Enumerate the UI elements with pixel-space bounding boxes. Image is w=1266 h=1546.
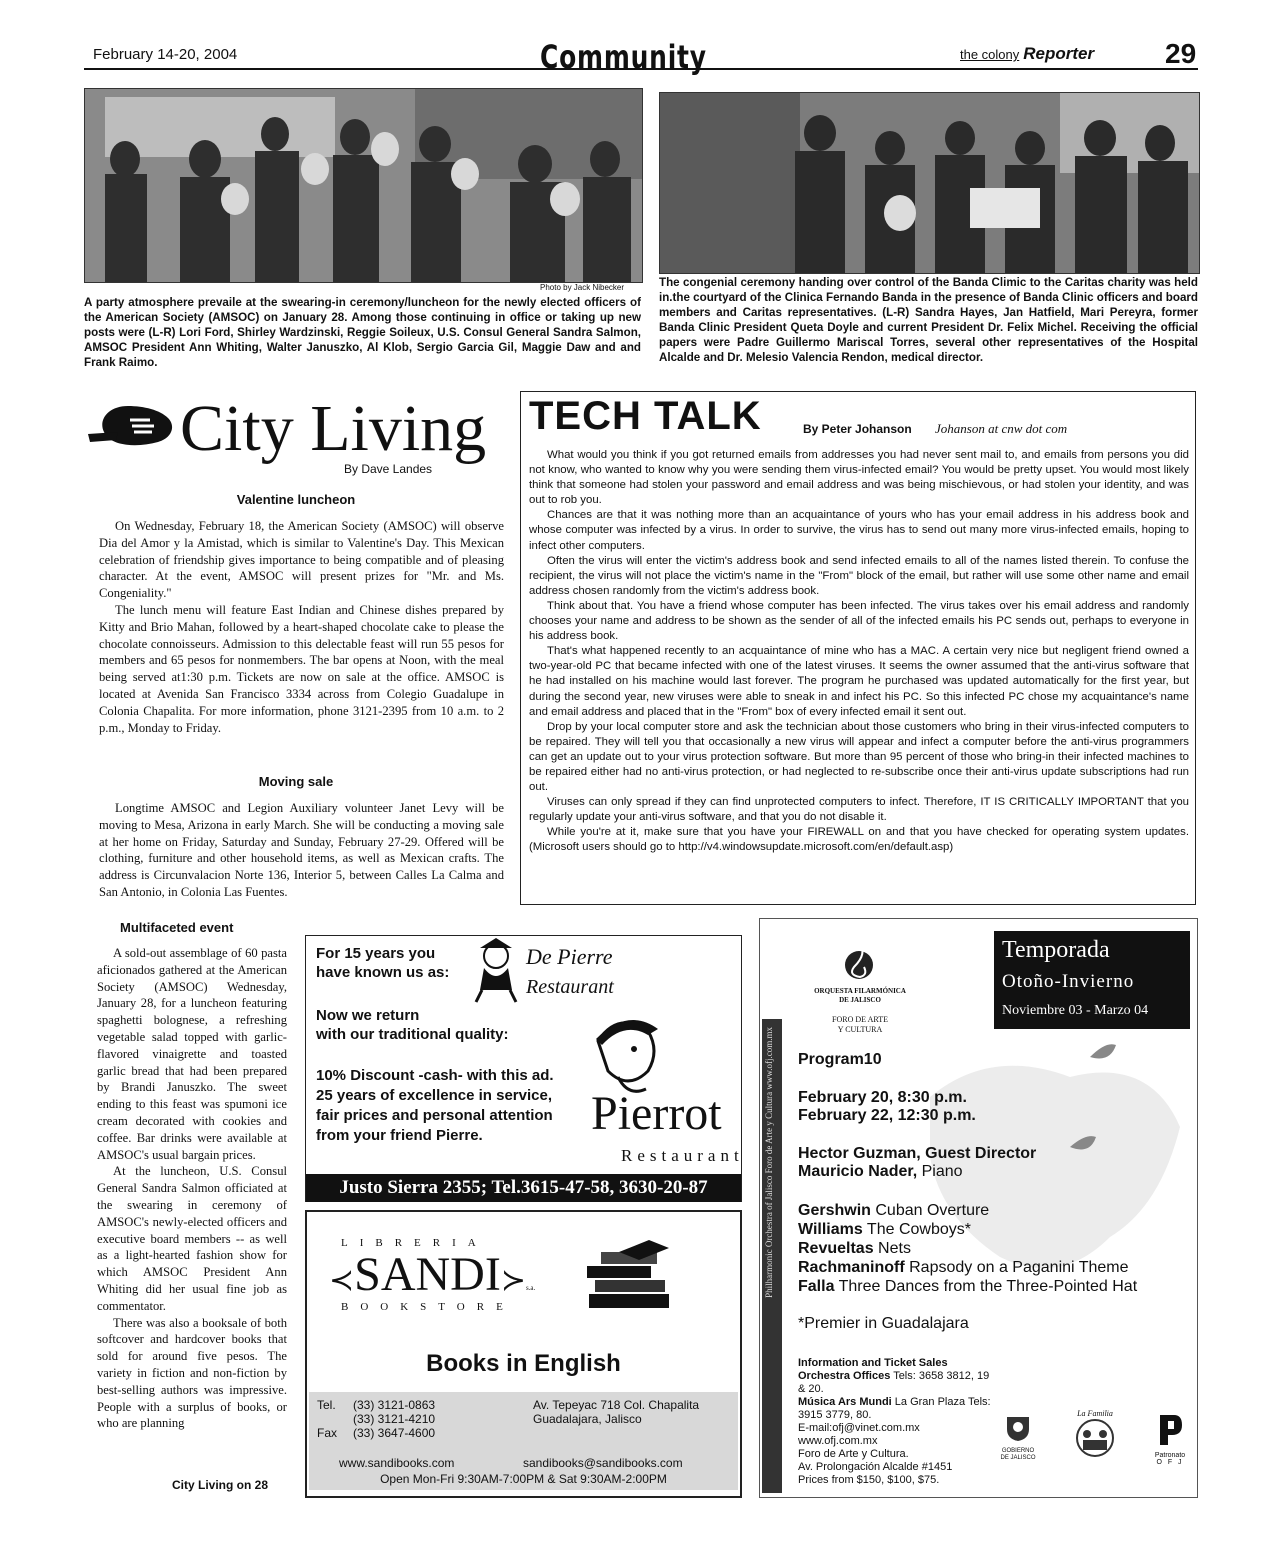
- la-familia-text: La Familia: [1077, 1409, 1113, 1418]
- valentine-paragraph: On Wednesday, February 18, the American Society (AMSOC) will observe Dia del Amor y la Amistad, which is similar to Valentine's Day. This Mexican celebration of friendship gives importance to being compatible and of pleasing character. At the event, AMSOC will present prizes for "Mr. and Ms. Congeniality.": [99, 519, 504, 601]
- sandi-email[interactable]: sandibooks@sandibooks.com: [523, 1456, 683, 1470]
- multifaceted-paragraph: There was also a booksale of both softcover and hardcover books that sold for around five pesos. The variety in fiction and non-fiction by best-selling authors was impressive. People with a surplus of books, or who are planning: [97, 1315, 287, 1431]
- book-stack-icon: [579, 1240, 679, 1318]
- season-banner: [994, 931, 1190, 1029]
- ticket-info-line: [798, 1370, 998, 1396]
- amsoc-photo-caption: A party atmosphere prevaile at the swearing-in ceremony/luncheon for the newly elected officers of the American Society (AMSOC) on January 28. Among those continuing in office or taking up new posts were (L-R) Lori Ford, Shirley Wardzinski, Reggie Soileux, U.S. Consul General Sandra Salmon, AMSOC President Ann Whiting, Walter Januszko, Al Klob, Sergio Garcia Gil, Maggie Daw and and Frank Raimo.: [84, 296, 641, 369]
- ticket-email[interactable]: E-mail:ofj@vinet.com.mx: [798, 1422, 920, 1434]
- piece: Cuban Overture: [875, 1202, 990, 1219]
- multifaceted-paragraph: A sold-out assemblage of 60 pasta aficionados gathered at the American Society (AMSOC) Wednesday, January 28, for a luncheon featuring spaghetti bolognese, a refreshing vegetable salad topped with garlic-flavored vinaigrette and toasted garlic bread that had been prepared by Brandi Januszko. The sweet ending to this feast was spumoni ice cream decorated with cookies and coffee. Bar drinks were available at AMSOC's usual bargain prices.: [97, 946, 287, 1162]
- pierrot-logo: Pierrot: [591, 1087, 722, 1140]
- program-work: [798, 1258, 1137, 1277]
- tech-paragraph: Drop by your local computer store and ask the technician about those customers who bring in their virus-infected computers to be repaired. They will tell you that occasionally a new virus will appear and infect a computer before the anti-virus programmers can get an update out to your virus protection software. But more than 95 percent of those who bring-in their infected machines to be repaired either had no anti-virus protection, or had neglected to re-subscribe once their anti-virus update subscriptions had run out.: [529, 720, 1189, 794]
- gobierno-line: DE JALISCO: [1000, 1455, 1036, 1461]
- moving-sale-headline: Moving sale: [258, 774, 334, 789]
- concert-date: February 20, 8:30 p.m.: [798, 1089, 967, 1106]
- sandi-website[interactable]: www.sandibooks.com: [339, 1456, 455, 1470]
- sandi-left-chevron: ≺: [329, 1264, 355, 1297]
- sandi-libreria: LIBRERIA: [341, 1237, 488, 1249]
- program-works: [798, 1201, 1137, 1296]
- photo-credit: Photo by Jack Nibecker: [540, 283, 625, 292]
- ticket-info: [798, 1357, 998, 1487]
- tech-talk-byline: By Peter Johanson: [803, 422, 912, 436]
- patronato-text: Patronato: [1154, 1452, 1186, 1459]
- program-work: [798, 1201, 1137, 1220]
- la-familia-logo: [1060, 1409, 1130, 1463]
- concert-date: February 22, 12:30 p.m.: [798, 1107, 976, 1124]
- composer: Gershwin: [798, 1202, 871, 1219]
- fax-number: (33) 3647-4600: [353, 1426, 436, 1440]
- de-pierre-logo: De Pierre: [526, 944, 613, 969]
- ad-offer-line: fair prices and personal attention: [316, 1107, 553, 1124]
- ticket-phones: La Gran Plaza Tels: 3915 3779, 80.: [798, 1396, 991, 1421]
- moving-sale-paragraph: Longtime AMSOC and Legion Auxiliary volunteer Janet Levy will be moving to Mesa, Arizona in early March. She will be conducting a moving sale at her home on Friday, Saturday and Sunday, February 27-29. Offered will be clothing, furniture and other household items, as well as Mexican crafts. The address is Circunvalacion Norte 136, Interior 5, between Calles La Calma and San Antonio, in Colonia Las Fuentes.: [99, 801, 504, 899]
- composer: Williams: [798, 1221, 863, 1238]
- moving-sale-article: [99, 800, 504, 901]
- pierrot-address-bar: Justo Sierra 2355; Tel.3615-47-58, 3630-20-87: [306, 1174, 741, 1202]
- foro-name-line: Y CULTURA: [837, 1025, 883, 1034]
- sandi-tagline: Books in English: [426, 1350, 621, 1377]
- ad-return-line: with our traditional quality:: [316, 1026, 509, 1043]
- sideband-text: Philharmonic Orchestra of Jalisco Foro de Arte y Cultura www.ofj.com.mx: [764, 1027, 774, 1298]
- piece: Nets: [878, 1240, 911, 1257]
- sandi-city: Guadalajara, Jalisco: [533, 1412, 642, 1426]
- ad-intro-line: For 15 years you: [316, 945, 436, 962]
- tech-talk-article: [529, 448, 1189, 856]
- gobierno-logo: [998, 1413, 1038, 1462]
- ticket-website[interactable]: www.ofj.com.mx: [798, 1435, 878, 1447]
- brand-prefix: the colony: [960, 47, 1020, 62]
- program-work: [798, 1220, 1137, 1239]
- sandi-right-chevron: ≻: [500, 1264, 526, 1297]
- valentine-headline: Valentine luncheon: [236, 492, 356, 507]
- piece: Three Dances from the Three-Pointed Hat: [838, 1278, 1138, 1295]
- issue-date: February 14-20, 2004: [93, 46, 238, 63]
- tech-paragraph: Viruses can only spread if they can find unprotected computers to infect. Therefore, IT IS CRITICALLY IMPORTANT that you regularly update your anti-virus software, and that you do not disable it.: [529, 796, 1189, 824]
- tech-paragraph: Think about that. You have a friend whose computer has been infected. The virus takes over his email address and randomly chooses your name and address to be shown as the sender of all of the infected emails his PC sends out, perhaps to everyone in his address book.: [529, 599, 1189, 643]
- venue-name: Foro de Arte y Cultura.: [798, 1448, 909, 1460]
- sandi-hours: Open Mon-Fri 9:30AM-7:00PM & Sat 9:30AM-2:00PM: [380, 1472, 667, 1486]
- tech-paragraph: That's what happened recently to an acquaintance of mine who has a MAC. A certain very nice but negligent friend owned a two-year-old PC that became infected with one of the latest viruses. It seems the owner assumed that the anti-virus software that he had installed on his machine would last forever. The program he purchased was updated automatically for the first year, but during the second year, new viruses were able to sneak in and infect his PC. So this infected PC chose my acquaintance's name and email address and placed that in the "From" box of every infected email it sent out.: [529, 645, 1189, 718]
- amsoc-group-photo: [84, 88, 643, 283]
- guest-director: Hector Guzman, Guest Director: [798, 1145, 1037, 1162]
- program-number: Program10: [798, 1051, 882, 1068]
- venue-address: Av. Prolongación Alcalde #1451: [798, 1461, 953, 1473]
- sandi-name: SANDI: [354, 1248, 501, 1301]
- ticket-info-line: [798, 1396, 998, 1422]
- multifaceted-paragraph: At the luncheon, U.S. Consul General Sandra Salmon officiated at the swearing in ceremony of AMSOC's newly-elected officers and executive board members -- as well as a light-hearted fashion show for which AMSOC President Ann Whiting did her usual fine job as commentator.: [97, 1164, 287, 1313]
- sandi-bookstore-ad: [305, 1210, 742, 1498]
- pierrot-logo-sub: Restaurant: [621, 1146, 744, 1165]
- ticket-phones: Tels: 3658 3812, 19 & 20.: [798, 1370, 990, 1395]
- ad-offer-line: from your friend Pierre.: [316, 1127, 483, 1144]
- ticket-prices: Prices from $150, $100, $75.: [798, 1474, 940, 1486]
- piece: Rapsody on a Paganini Theme: [909, 1259, 1129, 1276]
- composer: Rachmaninoff: [798, 1259, 905, 1276]
- banda-clinic-photo: [659, 92, 1200, 274]
- sandi-suffix: s.a.: [525, 1284, 536, 1292]
- orchestra-sideband: [762, 1019, 782, 1493]
- premier-note: *Premier in Guadalajara: [798, 1315, 969, 1332]
- ticket-outlet: Música Ars Mundi: [798, 1396, 892, 1408]
- patronato-logo: [1148, 1413, 1192, 1466]
- sandi-address: Av. Tepeyac 718 Col. Chapalita: [533, 1398, 700, 1412]
- orchestra-name: [790, 987, 930, 1005]
- city-living-byline: By Dave Landes: [344, 462, 433, 476]
- pianist: [798, 1163, 963, 1181]
- tel-number: (33) 3121-0863: [353, 1398, 436, 1412]
- program-work: [798, 1277, 1137, 1296]
- ad-offer-line: 25 years of excellence in service,: [316, 1087, 552, 1104]
- pierrot-restaurant-ad: [305, 935, 742, 1202]
- ad-offer-line: 10% Discount -cash- with this ad.: [316, 1067, 554, 1084]
- coat-of-arms-icon: [1003, 1413, 1033, 1443]
- city-living-logo-icon: [88, 398, 178, 458]
- family-group-icon: [1065, 1418, 1125, 1458]
- ticket-info-heading: Information and Ticket Sales: [798, 1357, 948, 1369]
- sandi-contact-panel: [309, 1392, 738, 1490]
- tech-talk-title: TECH TALK: [529, 394, 762, 438]
- pianist-role: Piano: [921, 1163, 963, 1180]
- composer: Revueltas: [798, 1240, 874, 1257]
- piece: The Cowboys*: [866, 1221, 971, 1238]
- banda-photo-caption: The congenial ceremony handing over control of the Banda Climic to the Caritas charity was held in.the courtyard of the Clinica Fernando Banda in the presence of Banda Clinic officers and board members and Caritas representatives. (L-R) Sandra Hayes, Jan Hatfield, Mari Pereyra, former Banda Clinic President Queta Doyle and current President Dr. Felix Michel. Receiving the official papers were Padre Guillermo Mariscal Torres, several other representatives of the Hospital Alcalde and Dr. Melesio Valencia Rendon, medical director.: [659, 276, 1198, 364]
- tech-talk-email: Johanson at cnw dot com: [935, 421, 1068, 436]
- gobierno-line: GOBIERNO: [1001, 1448, 1035, 1454]
- orchestra-ad: [759, 918, 1198, 1498]
- header-rule: [84, 68, 1198, 70]
- sandi-bookstore-label: BOOKSTORE: [341, 1301, 515, 1313]
- pianist-name: Mauricio Nader,: [798, 1163, 918, 1180]
- chef-mascot-icon: [466, 938, 526, 1004]
- season-title: Temporada: [1002, 937, 1110, 963]
- tel-number: (33) 3121-4210: [353, 1412, 436, 1426]
- fax-label: Fax: [317, 1426, 338, 1440]
- multifaceted-article: [97, 945, 287, 1432]
- composer: Falla: [798, 1278, 835, 1295]
- program-work: [798, 1239, 1137, 1258]
- page-number: 29: [1165, 38, 1197, 69]
- city-living-masthead: [88, 392, 504, 482]
- tech-paragraph: Chances are that it was nothing more than an acquaintance of yours who has your email address in his address book and whose computer was infected by a virus. In order to survive, the virus has to send out many more virus-infected emails, hoping to infect other computers.: [529, 509, 1189, 552]
- season-subtitle: Otoño-Invierno: [1002, 971, 1135, 992]
- orchestra-name-line: ORQUESTA FILARMÓNICA: [814, 987, 906, 995]
- tel-label: Tel.: [317, 1398, 336, 1412]
- patronato-p-icon: [1156, 1413, 1184, 1447]
- section-title: Community: [540, 38, 707, 76]
- brand-name: Reporter: [1023, 44, 1095, 63]
- tech-paragraph: While you're at it, make sure that you have your FIREWALL on and that you have checked for operating system updates. (Microsoft users should go to http://v4.windowsupdate.microsoft.com/en/default.asp): [529, 826, 1189, 854]
- ticket-outlet: Orchestra Offices: [798, 1370, 891, 1382]
- tech-paragraph: Often the virus will enter the victim's address book and send infected emails to all of the names listed therein. To confuse the recipient, the virus will not place the victim's name in the "From" block of the email, but rather will use some other name and email address chosen randomly from the victim's address book.: [529, 554, 1189, 597]
- ad-intro-line: have known us as:: [316, 964, 450, 981]
- de-pierre-logo-sub: Restaurant: [526, 976, 614, 998]
- orchestra-name-line: DE JALISCO: [839, 996, 881, 1004]
- patronato-text: O F J: [1156, 1459, 1184, 1466]
- newspaper-brand: [960, 44, 1094, 64]
- tech-paragraph: What would you think if you got returned emails from addresses you had never sent mail to, and emails from persons you did not know, who wanted to know why you were sending them virus-infected email? You would be pretty upset. You would most likely think that someone had stolen your password and email address and was being mischievous, or had stolen your identity, and was out to rob you.: [529, 449, 1189, 507]
- foro-name: [790, 1015, 930, 1035]
- season-dates: Noviembre 03 - Marzo 04: [1002, 1003, 1149, 1018]
- valentine-article: [99, 518, 504, 736]
- multifaceted-headline: Multifaceted event: [120, 920, 234, 935]
- foro-name-line: FORO DE ARTE: [832, 1015, 888, 1024]
- ad-return-line: Now we return: [316, 1007, 420, 1024]
- valentine-paragraph: The lunch menu will feature East Indian and Chinese dishes prepared by Kitty and Brio Mahan, followed by a heart-shaped chocolate cake to please the chocolate connoisseurs. Admission to this delectable feast will run 55 pesos for members and 65 pesos for nonmembers. The bar opens at Noon, with the meal being served at1:30 p.m. Tickets are now on sale at the office. AMSOC is located at Avenida San Francisco 3334 across from Colegio Guadalupe in Colonia Chapalita. For more information, phone 3121-2395 from 10 a.m. to 2 p.m., Monday to Friday.: [99, 602, 504, 735]
- continued-jump: City Living on 28: [172, 1478, 269, 1492]
- tech-talk-box: [520, 391, 1196, 905]
- treble-clef-icon: [842, 939, 876, 985]
- city-living-title: City Living: [180, 392, 487, 465]
